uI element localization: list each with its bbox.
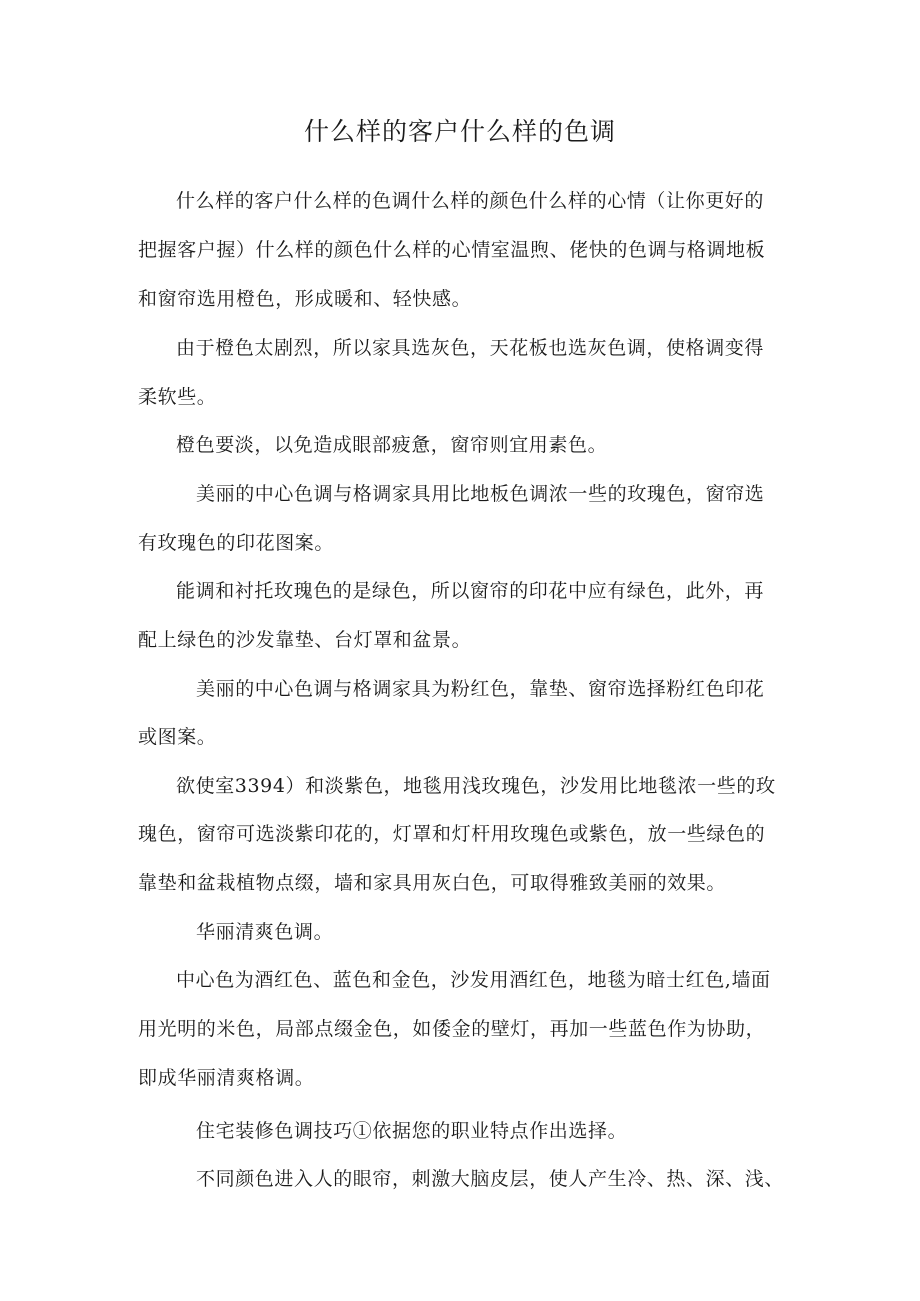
paragraph-line: 即成华丽清爽格调。 bbox=[138, 1067, 315, 1089]
paragraph-line: 中心色为酒红色、蓝色和金色，沙发用酒红色，地毯为暗士红色,墙面 bbox=[176, 969, 771, 991]
paragraph-line: 橙色要淡，以免造成眼部疲惫，窗帘则宜用素色。 bbox=[176, 434, 608, 456]
paragraph-line: 有玫瑰色的印花图案。 bbox=[138, 532, 335, 554]
document-title: 什么样的客户什么样的色调 bbox=[303, 117, 616, 146]
paragraph-line: 能调和衬托玫瑰色的是绿色，所以窗帘的印花中应有绿色，此外，再 bbox=[176, 580, 765, 602]
paragraph-line: 什么样的客户什么样的色调什么样的颜色什么样的心情（让你更好的 bbox=[176, 190, 765, 212]
paragraph-line: 美丽的中心色调与格调家具用比地板色调浓一些的玫瑰色，窗帘选 bbox=[196, 483, 765, 505]
paragraph-line: 把握客户握）什么样的颜色什么样的心情室温煦、佬快的色调与格调地板 bbox=[138, 239, 766, 261]
paragraph-line: 由于橙色太剧烈，所以家具选灰色，天花板也选灰色调，使格调变得 bbox=[176, 337, 765, 359]
paragraph-line: 靠垫和盆栽植物点缀，墙和家具用灰白色，可取得雅致美丽的效果。 bbox=[138, 872, 727, 894]
paragraph-line: 美丽的中心色调与格调家具为粉红色，靠垫、窗帘选择粉红色印花 bbox=[196, 678, 765, 700]
paragraph-line: 欲使室3394）和淡紫色，地毯用浅玫瑰色，沙发用比地毯浓一些的玫 bbox=[176, 775, 776, 797]
paragraph-line: 柔软些。 bbox=[138, 386, 217, 408]
paragraph-line: 用光明的米色，局部点缀金色，如倭金的壁灯，再加一些蓝色作为协助， bbox=[138, 1018, 766, 1040]
paragraph-line: 或图案。 bbox=[138, 726, 217, 748]
paragraph-line: 不同颜色进入人的眼帘，刺激大脑皮层，使人产生冷、热、深、浅、 bbox=[196, 1168, 785, 1190]
paragraph-line: 瑰色，窗帘可选淡紫印花的，灯罩和灯杆用玫瑰色或紫色，放一些绿色的 bbox=[138, 823, 766, 845]
paragraph-line: 和窗帘选用橙色，形成暖和、轻快感。 bbox=[138, 288, 472, 310]
paragraph-line: 住宅装修色调技巧①依据您的职业特点作出选择。 bbox=[196, 1120, 628, 1142]
paragraph-line: 华丽清爽色调。 bbox=[196, 921, 334, 943]
paragraph-line: 配上绿色的沙发靠垫、台灯罩和盆景。 bbox=[138, 629, 472, 651]
